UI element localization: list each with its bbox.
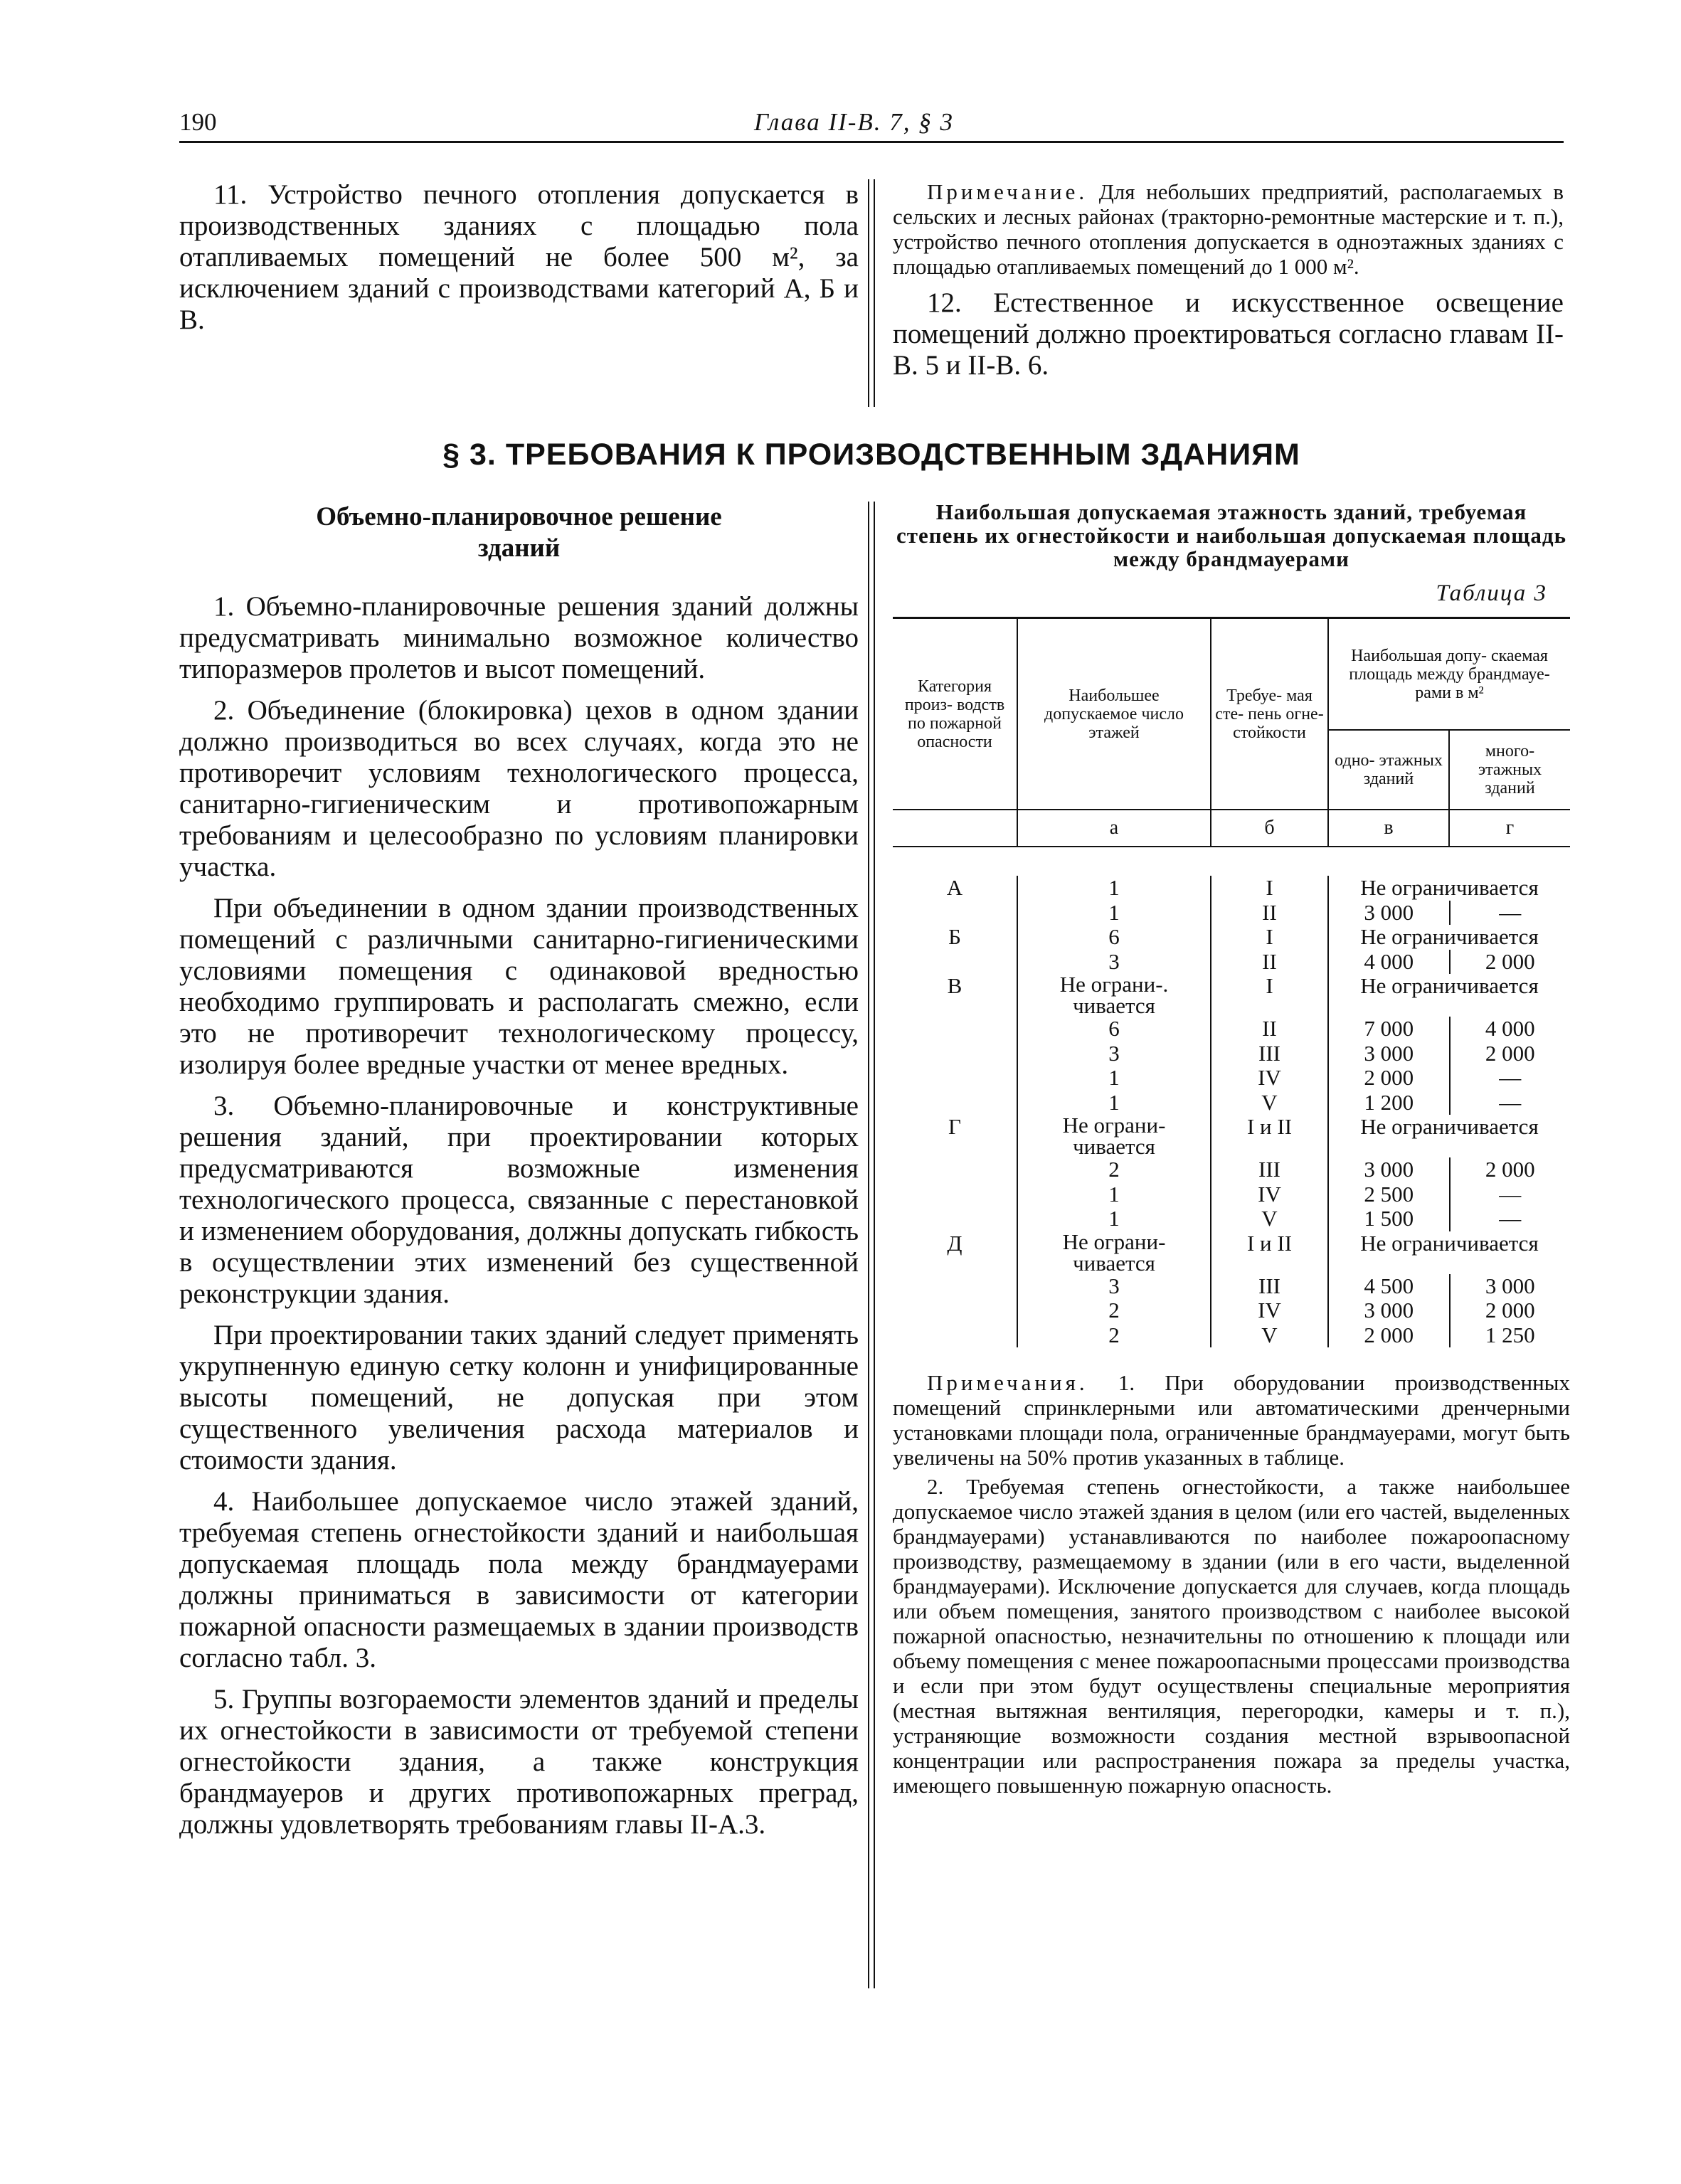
cell-fire-degree: V: [1211, 1207, 1328, 1231]
table-body: [893, 847, 1570, 1347]
table-row: [893, 1066, 1570, 1091]
cell-category: [893, 950, 1017, 975]
cell-floors: 1: [1017, 876, 1211, 901]
cell-area-unlimited: Не ограничивается: [1328, 925, 1570, 950]
cell-floors: Не ограни- чивается: [1017, 1115, 1211, 1157]
cell-fire-degree: III: [1211, 1041, 1328, 1066]
cell-fire-degree: III: [1211, 1157, 1328, 1182]
header-col-v: в: [1328, 810, 1449, 847]
cell-area-multi: —: [1499, 899, 1522, 925]
cell-category: [893, 1274, 1017, 1299]
paragraph-12: 12. Естественное и искусственное освещение помещений должно проектироваться согласно главам II-В. 5 и II-В. 6.: [893, 287, 1564, 381]
table-row: [893, 1091, 1570, 1115]
table-title: Наибольшая допускаемая этажность зданий, требуемая степень их огнестойкости и наибольшая допускаемая площадь между брандмауерами: [896, 499, 1566, 571]
left-paragraph-5: При проектировании таких зданий следует применять укрупненную единую сетку колонн и унифицированные высоты помещений, не допуская при этом существенного увеличения расхода материалов и стоимости здания.: [179, 1320, 859, 1475]
cell-fire-degree: V: [1211, 1323, 1328, 1348]
running-title: Глава II-В. 7, § 3: [754, 108, 955, 136]
cell-area-single: 3 000: [1329, 901, 1451, 926]
table-note-1: [893, 1370, 1570, 1470]
cell-area-split: [1328, 901, 1570, 926]
cell-area-single: 4 500: [1329, 1274, 1451, 1299]
cell-area-single: 3 000: [1329, 1041, 1451, 1066]
cell-floors: 1: [1017, 901, 1211, 926]
cell-fire-degree: IV: [1211, 1066, 1328, 1091]
spacer-row: [893, 847, 1570, 876]
cell-area-multi: 2 000: [1485, 1040, 1535, 1066]
cell-area-multi: 4 000: [1485, 1016, 1535, 1041]
table-note-2: 2. Требуемая степень огнестойкости, а также наибольшее допускаемое число этажей здания в целом (или его частей, выделенных брандмауерами) устанавливаются по наиболее пожароопасному производству, размещаемому в здании (или в его части, выделенной брандмауерами). Исключение допускается для случаев, когда площадь или объем помещения, занятого производством с наиболее высокой пожарной опасностью, незначительны по отношению к площади или объему помещения с менее пожароопасными процессами производства и если при этом будут осуществлены специальные мероприятия (местная вытяжная вентиляция, перегородки, камеры и т. п.), устраняющие возможности создания местной взрывоопасной концентрации или распространения пожара за пределы участка, имеющего повышенную пожарную опасность.: [893, 1474, 1570, 1798]
top-note-label: Примечание.: [927, 179, 1088, 204]
subheading: Объемно-планировочное решение зданий: [316, 502, 722, 563]
cell-area-multi: 1 250: [1485, 1322, 1535, 1347]
page-number: 190: [179, 108, 217, 136]
left-paragraph-2: 2. Объединение (блокировка) цехов в одном здании должно производиться во всех случаях, когда это не противоречит условиям технологического процесса, санитарно-гигиеническим и противопожарным требованиям и целесообразно по условиям планировки участка.: [179, 695, 859, 882]
table-row: [893, 1157, 1570, 1182]
cell-area-unlimited: Не ограничивается: [1328, 1231, 1570, 1274]
area-split: [1329, 1298, 1570, 1323]
area-split: [1329, 901, 1570, 926]
cell-floors: Не ограни-. чивается: [1017, 974, 1211, 1017]
table-note-1-text: 1. При оборудовании производственных помещений спринклерными или автоматическими дренчерными установками площади пола, ограниченные брандмауерами, могут быть увеличены на 50% против указанных в таблице.: [893, 1370, 1570, 1470]
top-left-column: [179, 179, 859, 336]
cell-area-split: [1328, 1323, 1570, 1348]
header-multi: много- этажных зданий: [1449, 730, 1570, 810]
cell-area-split: [1328, 1091, 1570, 1115]
cell-area-unlimited: Не ограничивается: [1328, 1115, 1570, 1157]
area-split: [1329, 1207, 1570, 1231]
cell-area-single: 3 000: [1329, 1157, 1451, 1182]
cell-area-split: [1328, 1182, 1570, 1207]
cell-fire-degree: IV: [1211, 1298, 1328, 1323]
cell-floors: 2: [1017, 1298, 1211, 1323]
table-row: [893, 1017, 1570, 1041]
cell-area-split: [1328, 1041, 1570, 1066]
cell-category: [893, 1091, 1017, 1115]
cell-category: [893, 1182, 1017, 1207]
cell-area-split: [1328, 1274, 1570, 1299]
cell-area-single: 3 000: [1329, 1298, 1451, 1323]
cell-area-single: 4 000: [1329, 950, 1451, 975]
area-split: [1329, 1041, 1570, 1066]
cell-category: Д: [947, 1230, 963, 1256]
area-split: [1329, 950, 1570, 975]
cell-fire-degree: II: [1211, 901, 1328, 926]
table-row: [893, 876, 1570, 901]
right-column: [893, 500, 1570, 1798]
header-col-a: а: [1017, 810, 1211, 847]
cell-floors: 2: [1017, 1157, 1211, 1182]
cell-fire-degree: II: [1211, 950, 1328, 975]
cell-area-single: 2 000: [1329, 1323, 1451, 1348]
header-area: Наибольшая допу- скаемая площадь между брандмауе- рами в м²: [1328, 618, 1570, 731]
cell-area-multi: 2 000: [1485, 1298, 1535, 1322]
header-fire-degree: Требуе- мая сте- пень огне- стойкости: [1211, 618, 1328, 810]
table-label: Таблица 3: [1436, 581, 1547, 606]
left-paragraph-4: 3. Объемно-планировочные и конструктивные решения зданий, при проектировании которых предусматриваются возможные изменения технологического процесса, связанные с перестановкой и изменением оборудования, должны допускать гибкость в осуществлении этих изменений без существенной реконструкции здания.: [179, 1091, 859, 1309]
cell-category: Г: [948, 1114, 961, 1139]
top-right-column: [893, 179, 1564, 381]
header-rule: [179, 141, 1564, 143]
column-rule-top-1: [868, 179, 869, 407]
top-note: [893, 179, 1564, 279]
table-notes: [893, 1370, 1570, 1798]
cell-fire-degree: I: [1211, 974, 1328, 1017]
top-note-text: Для небольших предприятий, располагаемых в сельских и лесных районах (тракторно-ремонтные мастерские и т. п.), устройство печного отопления допускается в одноэтажных зданиях с площадью отапливаемых помещений до 1 000 м².: [893, 179, 1564, 279]
cell-category: А: [946, 875, 963, 900]
paragraph-11: 11. Устройство печного отопления допускается в производственных зданиях с площадью пола отапливаемых помещений не более 500 м², за исключением зданий с производствами категорий А, Б и В.: [179, 179, 859, 335]
cell-area-multi: —: [1499, 1206, 1522, 1231]
cell-floors: 3: [1017, 1274, 1211, 1299]
cell-area-unlimited: Не ограничивается: [1328, 974, 1570, 1017]
cell-category: [893, 1298, 1017, 1323]
left-paragraph-7: 5. Группы возгораемости элементов зданий и пределы их огнестойкости в зависимости от требуемой степени огнестойкости здания, а также конструкция брандмауеров и других противопожарных преград, должны удовлетворять требованиям главы II-А.3.: [179, 1684, 859, 1840]
section-title: § 3. ТРЕБОВАНИЯ К ПРОИЗВОДСТВЕННЫМ ЗДАНИЯМ: [442, 438, 1300, 472]
cell-fire-degree: I: [1211, 925, 1328, 950]
header-floors: Наибольшее допускаемое число этажей: [1017, 618, 1211, 810]
cell-floors: 1: [1017, 1182, 1211, 1207]
cell-area-multi: 2 000: [1485, 1157, 1535, 1182]
cell-category: [893, 1017, 1017, 1041]
cell-area-single: 1 200: [1329, 1091, 1451, 1115]
cell-floors: 6: [1017, 1017, 1211, 1041]
cell-fire-degree: III: [1211, 1274, 1328, 1299]
cell-area-split: [1328, 1066, 1570, 1091]
cell-fire-degree: I: [1211, 876, 1328, 901]
table-notes-label: Примечания.: [927, 1370, 1088, 1395]
column-rule-top-2: [874, 179, 875, 407]
cell-area-unlimited: Не ограничивается: [1328, 876, 1570, 901]
cell-area-split: [1328, 1298, 1570, 1323]
table-row: [893, 1231, 1570, 1274]
column-rule-2: [874, 502, 875, 1988]
table-row: [893, 950, 1570, 975]
cell-fire-degree: I и II: [1211, 1115, 1328, 1157]
table-row: [893, 1274, 1570, 1299]
cell-floors: 3: [1017, 950, 1211, 975]
table-row: [893, 1298, 1570, 1323]
cell-area-multi: 3 000: [1485, 1273, 1535, 1298]
cell-category: [893, 901, 1017, 926]
cell-area-single: 7 000: [1329, 1017, 1451, 1041]
table-row: [893, 1182, 1570, 1207]
header-col-g: г: [1449, 810, 1570, 847]
table-3: [893, 617, 1570, 1347]
cell-fire-degree: II: [1211, 1017, 1328, 1041]
left-paragraph-1: 1. Объемно-планировочные решения зданий должны предусматривать минимально возможное количество типоразмеров пролетов и высот помещений.: [179, 591, 859, 684]
cell-floors: 1: [1017, 1066, 1211, 1091]
cell-area-single: 2 000: [1329, 1066, 1451, 1091]
column-rule-1: [868, 502, 869, 1988]
cell-floors: 1: [1017, 1207, 1211, 1231]
header-single: одно- этажных зданий: [1328, 730, 1449, 810]
cell-area-multi: 2 000: [1485, 948, 1535, 974]
table-row: [893, 925, 1570, 950]
left-paragraph-6: 4. Наибольшее допускаемое число этажей зданий, требуемая степень огнестойкости зданий и наибольшая допускаемая площадь пола между брандмауерами должны приниматься в зависимости от категории пожарной опасности размещаемых в здании производств согласно табл. 3.: [179, 1486, 859, 1673]
left-column: [179, 502, 859, 1840]
header-blank: [893, 810, 1017, 847]
cell-category: [893, 1066, 1017, 1091]
cell-category: [893, 1207, 1017, 1231]
left-paragraph-3: При объединении в одном здании производственных помещений с различными санитарно-гигиеническими условиями помещения с одинаковой вредностью необходимо группировать и располагать смежно, если это не противоречит технологическому процессу, изолируя более вредные участки от менее вредных.: [179, 893, 859, 1080]
cell-area-single: 2 500: [1329, 1182, 1451, 1207]
cell-area-multi: —: [1499, 1181, 1522, 1207]
area-split: [1329, 1323, 1570, 1348]
table-row: [893, 1041, 1570, 1066]
area-split: [1329, 1274, 1570, 1299]
cell-fire-degree: IV: [1211, 1182, 1328, 1207]
cell-area-split: [1328, 950, 1570, 975]
cell-area-split: [1328, 1207, 1570, 1231]
cell-area-single: 1 500: [1329, 1207, 1451, 1231]
cell-area-split: [1328, 1017, 1570, 1041]
cell-floors: 1: [1017, 1091, 1211, 1115]
area-split: [1329, 1066, 1570, 1091]
table-row: [893, 1115, 1570, 1157]
table-row: [893, 901, 1570, 926]
cell-category: [893, 1323, 1017, 1348]
cell-fire-degree: I и II: [1211, 1231, 1328, 1274]
area-split: [1329, 1017, 1570, 1041]
area-split: [1329, 1091, 1570, 1115]
cell-floors: 6: [1017, 925, 1211, 950]
cell-category: [893, 1157, 1017, 1182]
area-split: [1329, 1182, 1570, 1207]
cell-category: В: [947, 973, 963, 998]
header-category: Категория произ- водств по пожарной опасности: [904, 677, 1005, 751]
cell-floors: Не ограни- чивается: [1017, 1231, 1211, 1274]
table-row: [893, 1207, 1570, 1231]
cell-area-split: [1328, 1157, 1570, 1182]
header-col-b: б: [1211, 810, 1328, 847]
cell-floors: 2: [1017, 1323, 1211, 1348]
table-row: [893, 974, 1570, 1017]
cell-fire-degree: V: [1211, 1091, 1328, 1115]
cell-floors: 3: [1017, 1041, 1211, 1066]
cell-area-multi: —: [1499, 1065, 1522, 1090]
cell-category: Б: [948, 924, 961, 949]
cell-area-multi: —: [1499, 1089, 1522, 1115]
area-split: [1329, 1157, 1570, 1182]
cell-category: [893, 1041, 1017, 1066]
table-row: [893, 1323, 1570, 1348]
